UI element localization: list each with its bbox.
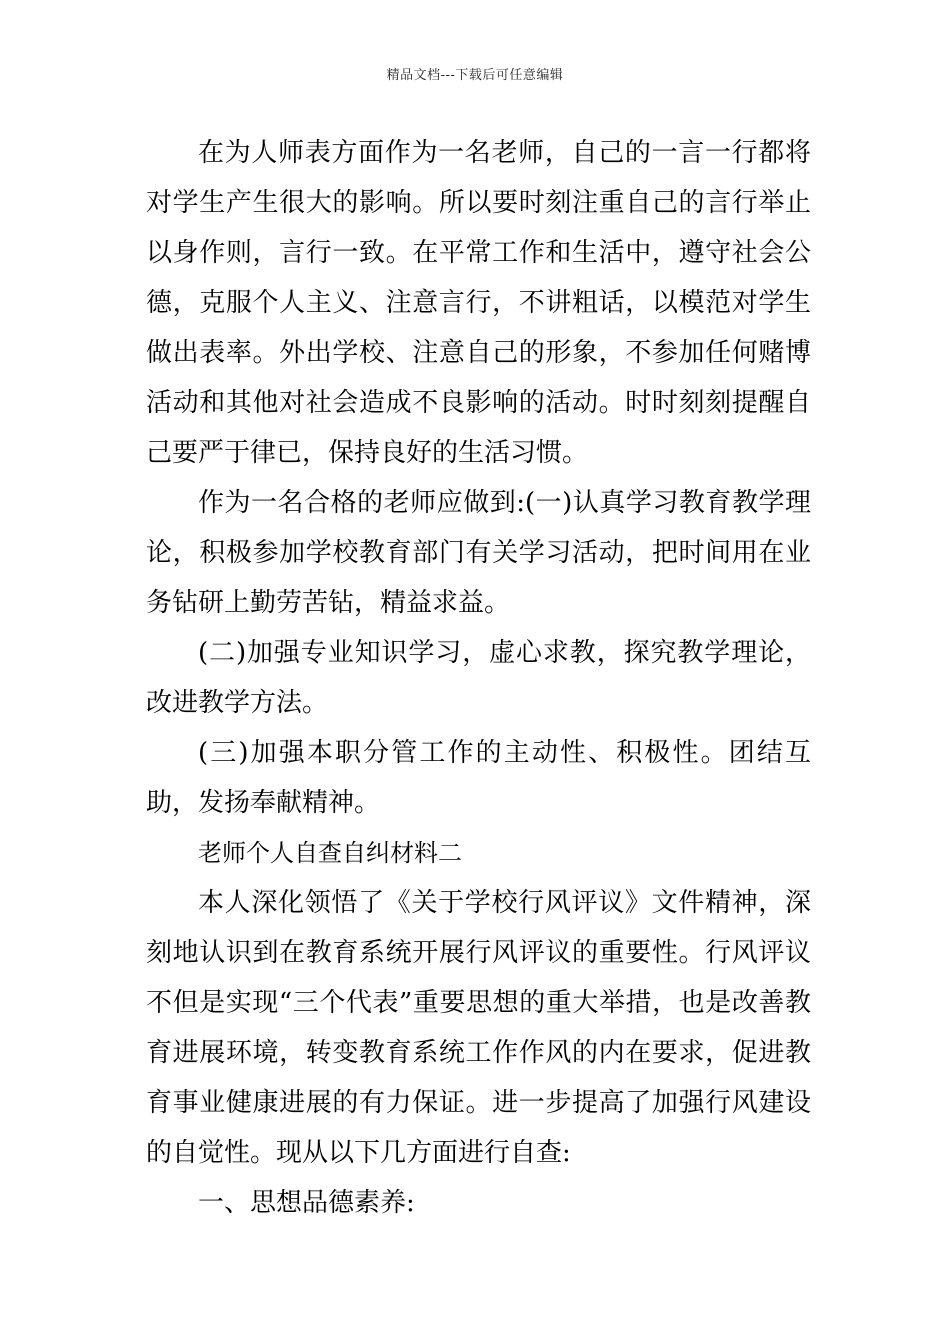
section-title: 老师个人自查自纠材料二	[198, 839, 462, 867]
paragraph-moral-quality: 一、思想品德素养:	[198, 1188, 415, 1218]
paragraph-qualified-teacher: 作为一名合格的老师应做到:(一)认真学习教育教学理论，积极参加学校教育部门有关学习活动，把时间用在业务钻研上勤劳苦钻，精益求益。	[146, 488, 811, 618]
paragraph-teacher-role-model: 在为人师表方面作为一名老师，自己的一言一行都将对学生产生很大的影响。所以要时刻注重自己的言行举止以身作则，言行一致。在平常工作和生活中，遵守社会公德，克服个人主义、注意言行，不讲粗话，以模范对学生做出表率。外出学校、注意自己的形象，不参加任何赌博活动和其他对社会造成不良影响的活动。时时刻刻提醒自己要严于律已，保持良好的生活习惯。	[146, 138, 811, 468]
document-body	[146, 128, 811, 1228]
paragraph-item-two: (二)加强专业知识学习，虚心求教，探究教学理论，改进教学方法。	[146, 638, 811, 718]
paragraph-item-three: (三)加强本职分管工作的主动性、积极性。团结互助，发扬奉献精神。	[146, 738, 811, 818]
page-header: 精品文档---下载后可任意编辑	[386, 68, 564, 83]
paragraph-self-inspection: 本人深化领悟了《关于学校行风评议》文件精神，深刻地认识到在教育系统开展行风评议的重要性。行风评议不但是实现“三个代表”重要思想的重大举措，也是改善教育进展环境，转变教育系统工作作风的内在要求，促进教育事业健康进展的有力保证。进一步提高了加强行风建设的自觉性。现从以下几方面进行自查:	[146, 888, 811, 1168]
